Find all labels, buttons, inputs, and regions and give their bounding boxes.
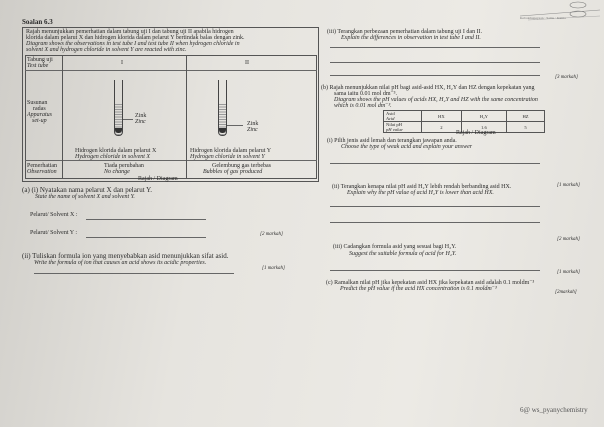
- zinc-label-ms-1: Zink: [135, 113, 147, 119]
- q-b-iii-ms: (iii) Cadangkan formula asid yang sesuai bagi H₂Y.: [333, 244, 457, 250]
- q-iii-en: Explain the differences in observation in test tube I and II.: [341, 35, 481, 41]
- q-c-ms: (c) Ramalkan nilai pH jika kepekatan asid HX jika kepekatan asid adalah 0.1 moldm⁻³: [326, 280, 535, 286]
- qa-ii-en: Write the formula of ion that causes an acid shows its acidic properties.: [34, 260, 207, 266]
- ph-table-val-3: 5: [507, 122, 545, 133]
- ph-table-ph-en: pH value: [386, 127, 403, 132]
- solution-2-en: Hydrogen chloride in solvent Y: [190, 154, 265, 160]
- intro-line-2: klorida dalam pelarut X dan hidrogen klorida dalam pelarut Y bertindak balas dengan zink.: [26, 35, 245, 41]
- q-b-iii-marks: [1 markah]: [557, 270, 580, 275]
- q-b-en-1: Diagram shows the pH values of acids HX, H₂Y and HZ with the same concentration: [334, 97, 538, 103]
- q-b-ms: (b) Rajah menunjukkan nilai pH bagi asid-asid HX, H₂Y dan HZ dengan kepekatan yang: [321, 85, 535, 91]
- q-iii-answer-line-3[interactable]: [330, 75, 540, 76]
- qa-i-en: State the name of solvent X and solvent Y.: [35, 194, 135, 200]
- observation-header-en: Observation: [27, 169, 57, 175]
- solution-1-ms: Hidrogen klorida dalam pelarut X: [75, 148, 157, 154]
- qa-ii-answer-line[interactable]: [34, 273, 234, 274]
- q-b-ii-answer-line-1[interactable]: [330, 206, 540, 207]
- q-b-i-answer-line-1[interactable]: [330, 163, 540, 164]
- solvent-y-answer-line[interactable]: [86, 237, 206, 238]
- zinc-label-ms-2: Zink: [247, 121, 259, 127]
- q-b-ii-marks: [1 markah]: [557, 183, 580, 188]
- ph-table-caption: Rajah / Diagram: [456, 130, 496, 136]
- q-b-ii-marks-2: [2 markah]: [557, 237, 580, 242]
- diagram-caption: Rajah / Diagram: [138, 176, 178, 182]
- q-b-ii-en: Explain why the pH value of acid H₂Y is lower than acid HX.: [347, 190, 494, 196]
- q-b-iii-answer-line[interactable]: [330, 270, 540, 271]
- q-iii-marks: [3 markah]: [555, 75, 578, 80]
- intro-line-4: solvent X and hydrogen chloride in solvent Y are reacted with zinc.: [26, 47, 187, 53]
- header-stamp-text: Kebolehupayaan · Sains · Kimia: [520, 16, 566, 20]
- solvent-y-label: Pelarut/ Solvent Y :: [30, 230, 78, 236]
- ph-table-col-3: HZ: [507, 111, 545, 122]
- observation-1-ms: Tiada perubahan: [104, 163, 144, 169]
- q-c-en: Predict the pH value if the acid HX concentration is 0.1 moldm⁻³: [340, 286, 497, 292]
- observation-1-en: No change: [104, 169, 130, 175]
- q-b-iii-en: Suggest the suitable formula of acid for H₂Y.: [349, 251, 457, 257]
- zinc-label-en-1: Zinc: [135, 119, 146, 125]
- apparatus-label-ms-1: Susunan: [27, 100, 48, 106]
- question-number: Soalan 6.3: [22, 18, 53, 26]
- ph-table-ph-ms: Nilai pH: [386, 122, 402, 127]
- q-iii-answer-line-2[interactable]: [330, 62, 540, 63]
- q-b-ii-ms: (ii) Terangkan kenapa nilai pH asid H₂Y lebih rendah berbanding asid HX.: [332, 184, 512, 190]
- observation-2-en: Bubbles of gas produced: [203, 169, 263, 175]
- observation-header-ms: Pemerhatian: [27, 163, 57, 169]
- qa-ii-ms: (ii) Tuliskan formula ion yang menyebabkan asid menunjukkan sifat asid.: [22, 252, 229, 260]
- intro-line-3: Diagram shows the observations in test tube I and test tube II when hydrogen chloride in: [26, 41, 240, 47]
- q-b-ii-answer-line-2[interactable]: [330, 222, 540, 223]
- observation-2-ms: Gelembung gas terbebas: [212, 163, 271, 169]
- ph-table-col-2: H₂Y: [461, 111, 506, 122]
- ph-table-col-1: HX: [422, 111, 462, 122]
- apparatus-label-ms-2: radas: [33, 106, 46, 112]
- intro-line-1: Rajah menunjukkan pemerhatian dalam tabung uji I dan tabung uji II apabila hidrogen: [26, 29, 234, 35]
- qa-i-marks: [2 markah]: [260, 232, 283, 237]
- tube-header-en: Test tube: [27, 63, 49, 69]
- q-c-marks: [2markah]: [555, 290, 577, 295]
- solvent-x-answer-line[interactable]: [86, 219, 206, 220]
- ph-table-val-1: 2: [422, 122, 462, 133]
- q-iii-answer-line-1[interactable]: [330, 47, 540, 48]
- solvent-x-label: Pelarut/ Solvent X :: [30, 212, 78, 218]
- q-iii-ms: (iii) Terangkan perbezaan pemerhatian dalam tabung uji I dan II.: [327, 29, 483, 35]
- q-b-i-ms: (i) Pilih jenis asid lemah dan terangkan jawapan anda.: [327, 138, 457, 144]
- tube-header-ms: Tabung uji: [27, 57, 53, 63]
- qa-ii-marks: [1 markah]: [262, 266, 285, 271]
- apparatus-label-en-1: Apparatus: [27, 112, 53, 118]
- tube-label-2: II: [245, 60, 249, 66]
- q-b-i-en: Choose the type of weak acid and explain your answer: [341, 144, 473, 150]
- q-b-en-2: which is 0.01 mol dm⁻³.: [334, 103, 392, 109]
- ph-table-acid-en: Acid: [386, 116, 395, 121]
- solution-1-en: Hydrogen chloride in solvent X: [75, 154, 151, 160]
- footer-credit: 6@ ws_pyanychemistry: [520, 406, 588, 414]
- ph-table-val-2: 1.6: [461, 122, 506, 133]
- ph-table-acid-ms: Asid: [386, 111, 395, 116]
- tube-label-1: I: [121, 60, 123, 66]
- solution-2-ms: Hidrogen klorida dalam pelarut Y: [190, 148, 272, 154]
- zinc-label-en-2: Zinc: [247, 127, 258, 133]
- q-b-ms-2: sama iaitu 0.01 mol dm⁻³.: [334, 91, 397, 97]
- apparatus-label-en-2: set-up: [32, 118, 47, 124]
- qa-i-ms: (a) (i) Nyatakan nama pelarut X dan pelarut Y.: [22, 186, 153, 194]
